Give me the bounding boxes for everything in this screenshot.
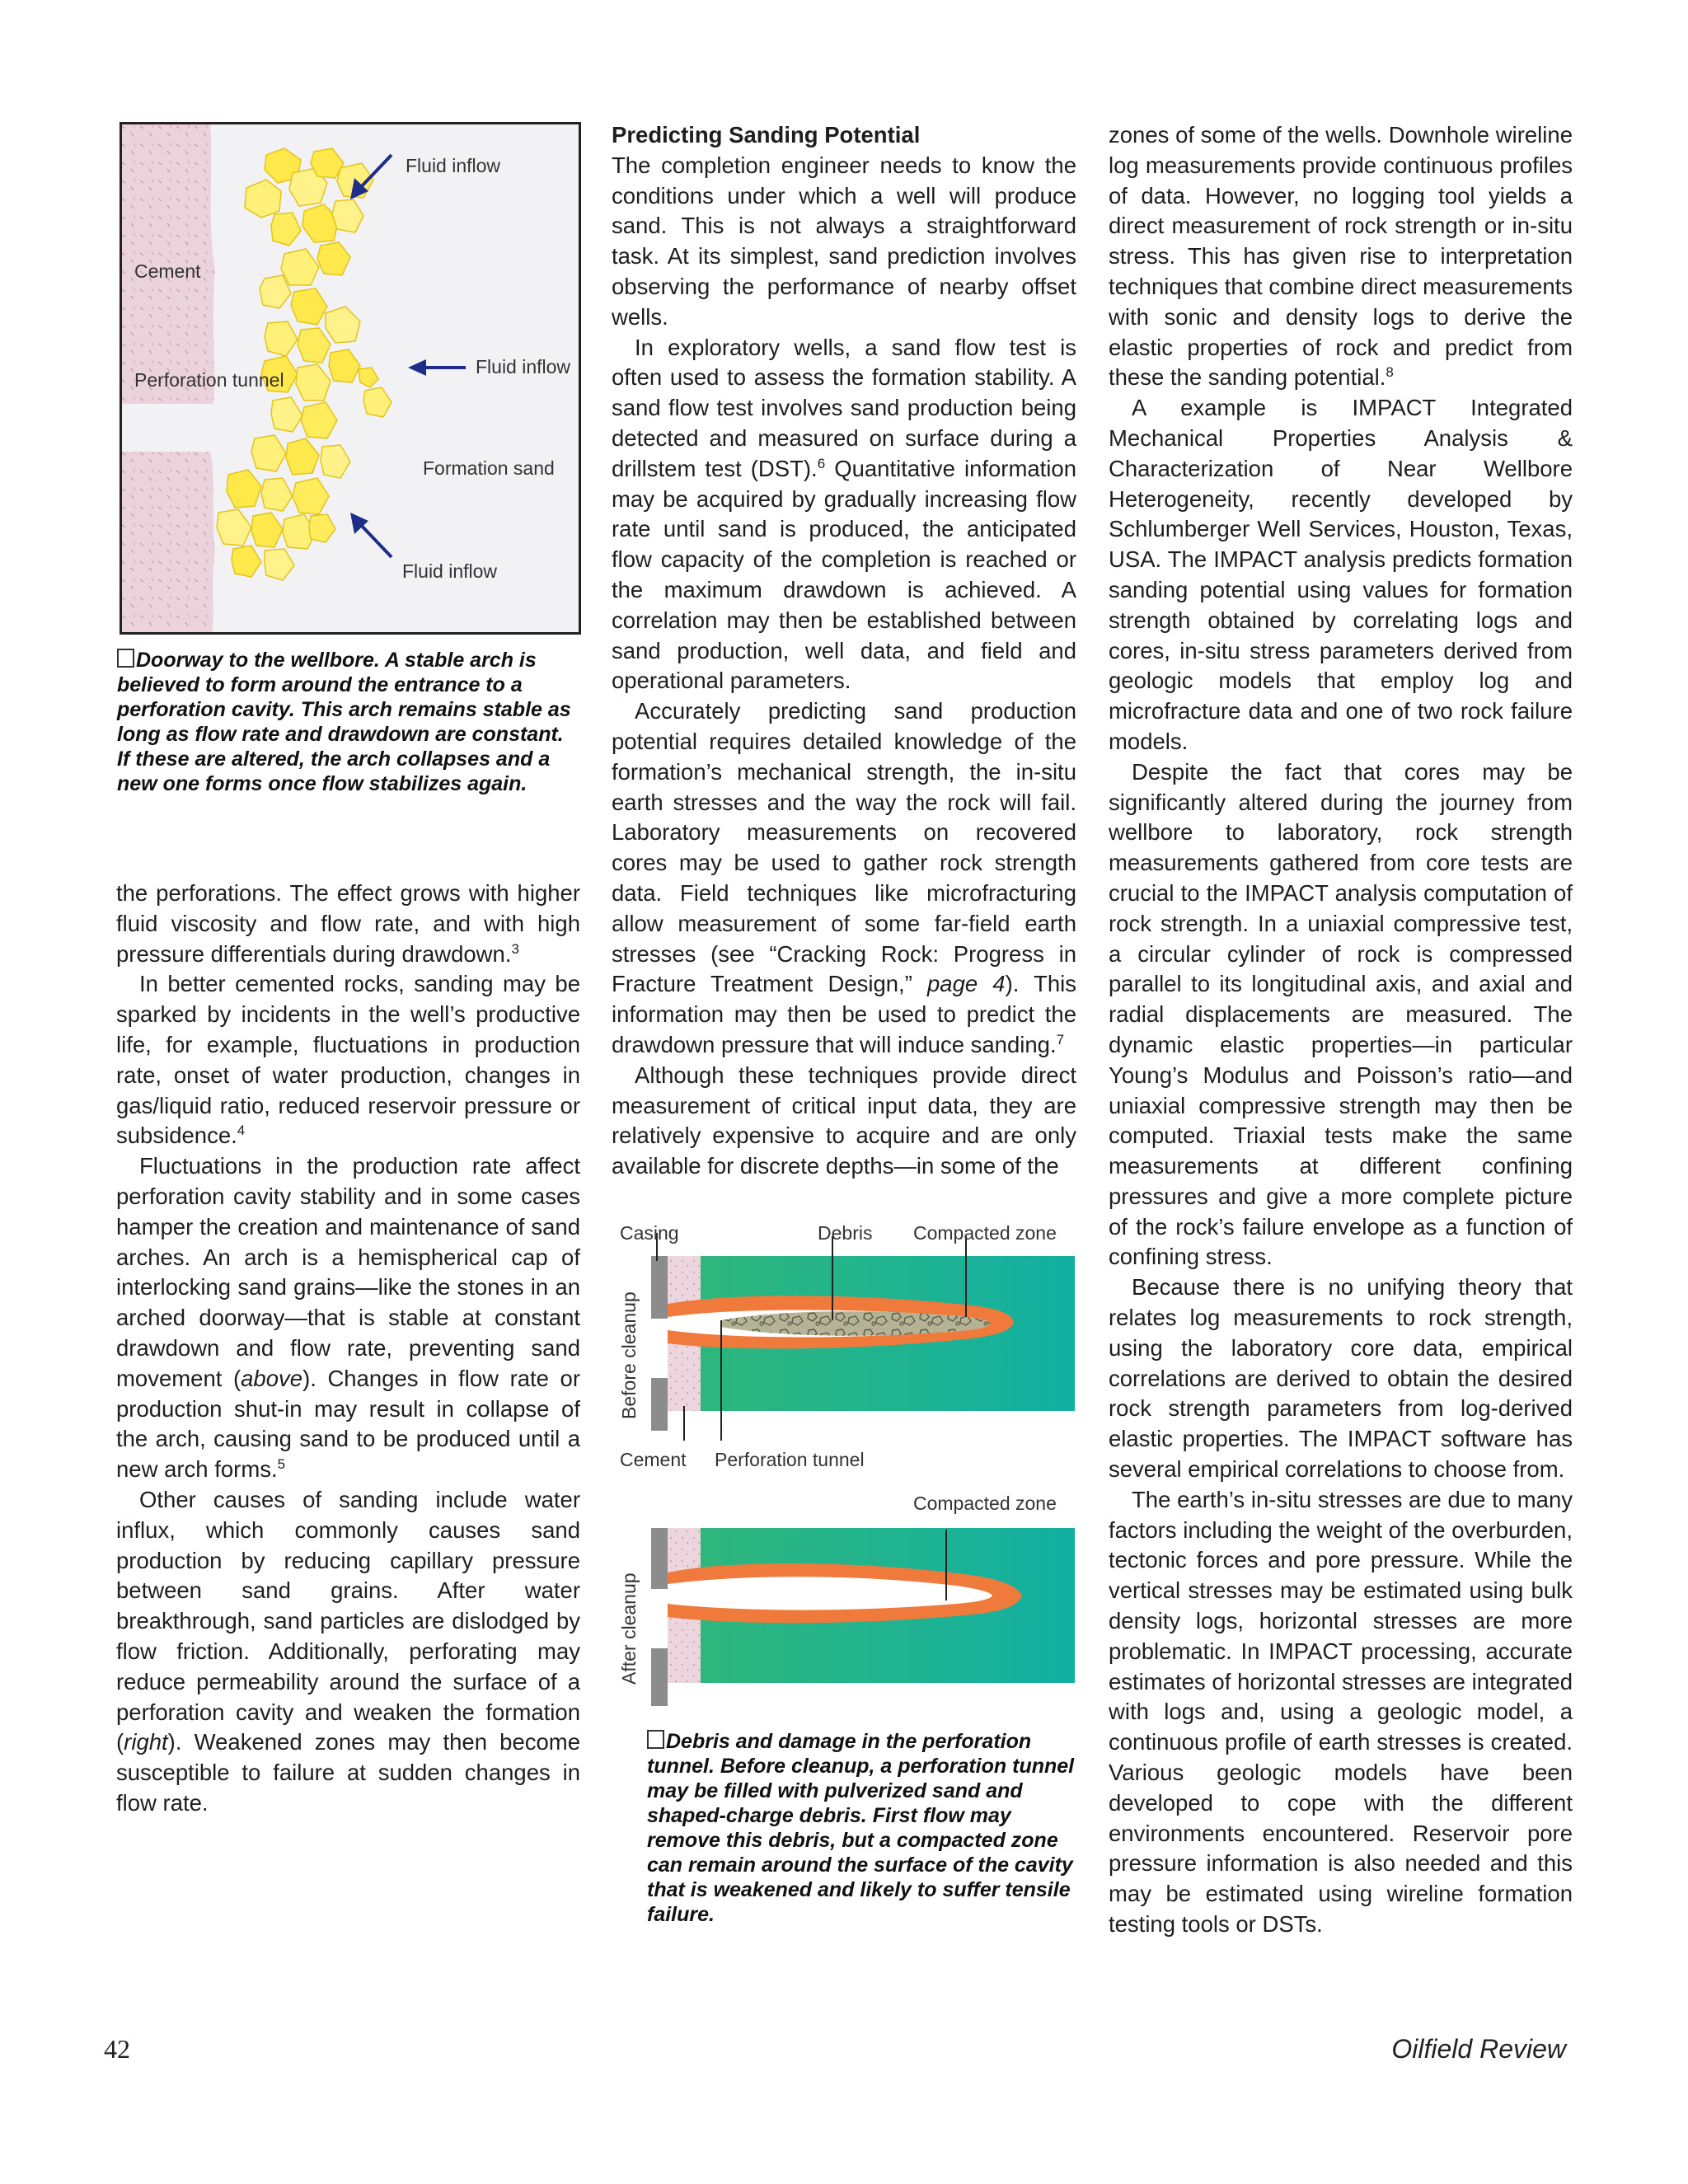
col1-paragraph-2: In better cemented rocks, sanding may be sparked by incidents in the well’s productive life, for example, fluctuations in production rate, onset of water production, changes in gas/liquid ratio, reduced reservoir pressure or subsidence.$^4$ [116, 971, 580, 1149]
after-cleanup-panel [651, 1528, 1075, 1706]
label-before-cleanup: Before cleanup [618, 1291, 640, 1419]
perforation-tunnel-diagram [610, 1212, 1081, 1722]
page-number: 42 [104, 2034, 130, 2064]
label-perforation-tunnel: Perforation tunnel [134, 369, 284, 391]
label-fluid-inflow-bottom: Fluid inflow [402, 560, 498, 582]
caption-marker-icon [117, 649, 134, 668]
col1-paragraph-3: Fluctuations in the production rate affect perforation cavity stability and in some cases hamper the creation and maintenance of sand arches. An arch is a hemispherical cap of interlocking sand grains—like the stones in an arched doorway—that is stable at constant drawdown and flow rate, preventing sand movement (above). Changes in flow rate or production shut-in may result in collapse of the arch, causing sand to be produced until a new arch forms.$^5$ [116, 1153, 580, 1483]
cement-lower [120, 452, 215, 635]
caption-marker-icon [647, 1730, 664, 1749]
figure1-caption: Doorway to the wellbore. A stable arch is believed to form around the entrance to a perforation cavity. This arch remains stable as long as flow rate and drawdown are constant. If these are altered, the arch collapses and a new one forms once flow stabilizes again. [117, 649, 571, 795]
sand-arch-diagram [120, 122, 581, 635]
section-heading: Predicting Sanding Potential [612, 122, 921, 148]
label-cement: Cement [620, 1449, 687, 1470]
column-3 [1109, 120, 1573, 1940]
journal-name: Oilfield Review [1391, 2034, 1566, 2064]
col2-paragraph-3: Accurately predicting sand production potential requires detailed knowledge of the formation’s mechanical strength, the in-situ earth stresses and the way the rock will fail. Laboratory measurements on recovered cores may be used to gather rock strength data. Field techniques like microfracturing allow measurement of some far-field earth stresses (see “Cracking Rock: Progress in Fracture Treatment Design,” page 4). This information may then be used to predict the drawdown pressure that will induce sanding.$^7$ [612, 698, 1076, 1057]
label-debris: Debris [818, 1222, 873, 1244]
label-casing: Casing [620, 1222, 679, 1244]
label-fluid-inflow-top: Fluid inflow [406, 155, 501, 176]
label-after-cleanup: After cleanup [618, 1572, 640, 1685]
col2-paragraph-4: Although these techniques provide direct measurement of critical input data, they are relatively expensive to acquire and are only available for discrete depths—in some of the [612, 1062, 1076, 1179]
label-compacted-zone-bottom: Compacted zone [913, 1493, 1057, 1514]
label-compacted-zone-top: Compacted zone [913, 1222, 1057, 1244]
col2-paragraph-2: In exploratory wells, a sand flow test is often used to assess the formation stability. A sand flow test involves sand production being detected and measured on surface during a drillstem test (DST).$^6$ Quantitative information may be acquired by gradually increasing flow rate until sand is produced, the anticipated flow capacity of the completion is reached or the maximum drawdown is achieved. A correlation may then be established between sand production, well data, and field and operational parameters. [612, 334, 1076, 694]
col3-paragraph-2: A example is IMPACT Integrated Mechanical Properties Analysis & Characterization of Near Wellbore Heterogeneity, recently developed by Schlumberger Well Services, Houston, Texas, USA. The IMPACT analysis predicts formation sanding potential using values for formation strength obtained by correlating logs and cores, in-situ stress parameters derived from geologic models that employ log and microfracture data and one of two rock failure models. [1109, 395, 1573, 754]
figure-perforation-tunnel [610, 1212, 1081, 1722]
col1-paragraph-4: Other causes of sanding include water influx, which commonly causes sand production by reducing capillary pressure between sand grains. After water breakthrough, sand particles are dislodged by flow friction. Additionally, perforating may reduce permeability around the surface of a perforation cavity and weaken the formation (right). Weakened zones may then become susceptible to failure at sudden changes in flow rate. [116, 1486, 580, 1816]
label-cement: Cement [134, 260, 201, 282]
col1-paragraph-1: the perforations. The effect grows with higher fluid viscosity and flow rate, and with high pressure differentials during drawdown.$^3$ [116, 880, 580, 967]
column-1 [116, 879, 580, 1819]
col3-paragraph-3: Despite the fact that cores may be significantly altered during the journey from wellbore to laboratory, rock strength measurements gathered from core tests are crucial to the IMPACT analysis computation of rock strength. In a uniaxial compressive test, a circular cylinder of rock is compressed parallel to its longitudinal axis, and axial and radial displacements are measured. The dynamic elastic properties—in particular Young’s Modulus and Poisson’s ratio—and uniaxial compressive strength may then be computed. Triaxial tests make the same measurements at different confining pressures and give a more complete picture of the rock’s failure envelope as a function of confining stress. [1109, 758, 1573, 1270]
label-fluid-inflow-mid: Fluid inflow [476, 356, 571, 377]
col3-paragraph-1: zones of some of the wells. Downhole wireline log measurements provide continuous profiles of data. However, no logging tool yields a direct measurement of rock strength or in-situ stress. This has given rise to interpretation techniques that combine direct measurements with sonic and density logs to derive the elastic properties of rock and predict from these the sanding potential.$^8$ [1109, 122, 1573, 391]
column-2 [612, 120, 1076, 1182]
col3-paragraph-4: Because there is no unifying theory that relates log measurements to rock strength, using the laboratory core data, empirical correlations are derived to obtain the desired rock strength parameters from log-derived elastic properties. The IMPACT software has several empirical correlations to choose from. [1109, 1274, 1573, 1483]
before-cleanup-panel [651, 1256, 1075, 1431]
figure-sand-arch [120, 122, 581, 635]
label-formation-sand: Formation sand [423, 457, 555, 479]
figure2-caption: Debris and damage in the perforation tunnel. Before cleanup, a perforation tunnel may be filled with pulverized sand and shaped-charge debris. First flow may remove this debris, but a compacted zone can remain around the surface of the cavity that is weakened and likely to suffer tensile failure. [647, 1730, 1075, 1926]
col2-paragraph-1: The completion engineer needs to know the conditions under which a well will produce sand. This is not always a straightforward task. At its simplest, sand prediction involves observing the performance of nearby offset wells. [612, 152, 1076, 330]
label-perforation-tunnel: Perforation tunnel [715, 1449, 865, 1470]
col3-paragraph-5: The earth’s in-situ stresses are due to many factors including the weight of the overburden, tectonic forces and pore pressure. While the vertical stresses may be estimated using bulk density logs, horizontal stresses are more problematic. In IMPACT processing, accurate estimates of horizontal stresses are integrated with logs and, using a geologic model, a continuous profile of earth stresses is created. Various geologic models have been developed to cope with the different environments encountered. Reservoir pore pressure information is also needed and this may be estimated using wireline formation testing tools or DSTs. [1109, 1486, 1573, 1938]
